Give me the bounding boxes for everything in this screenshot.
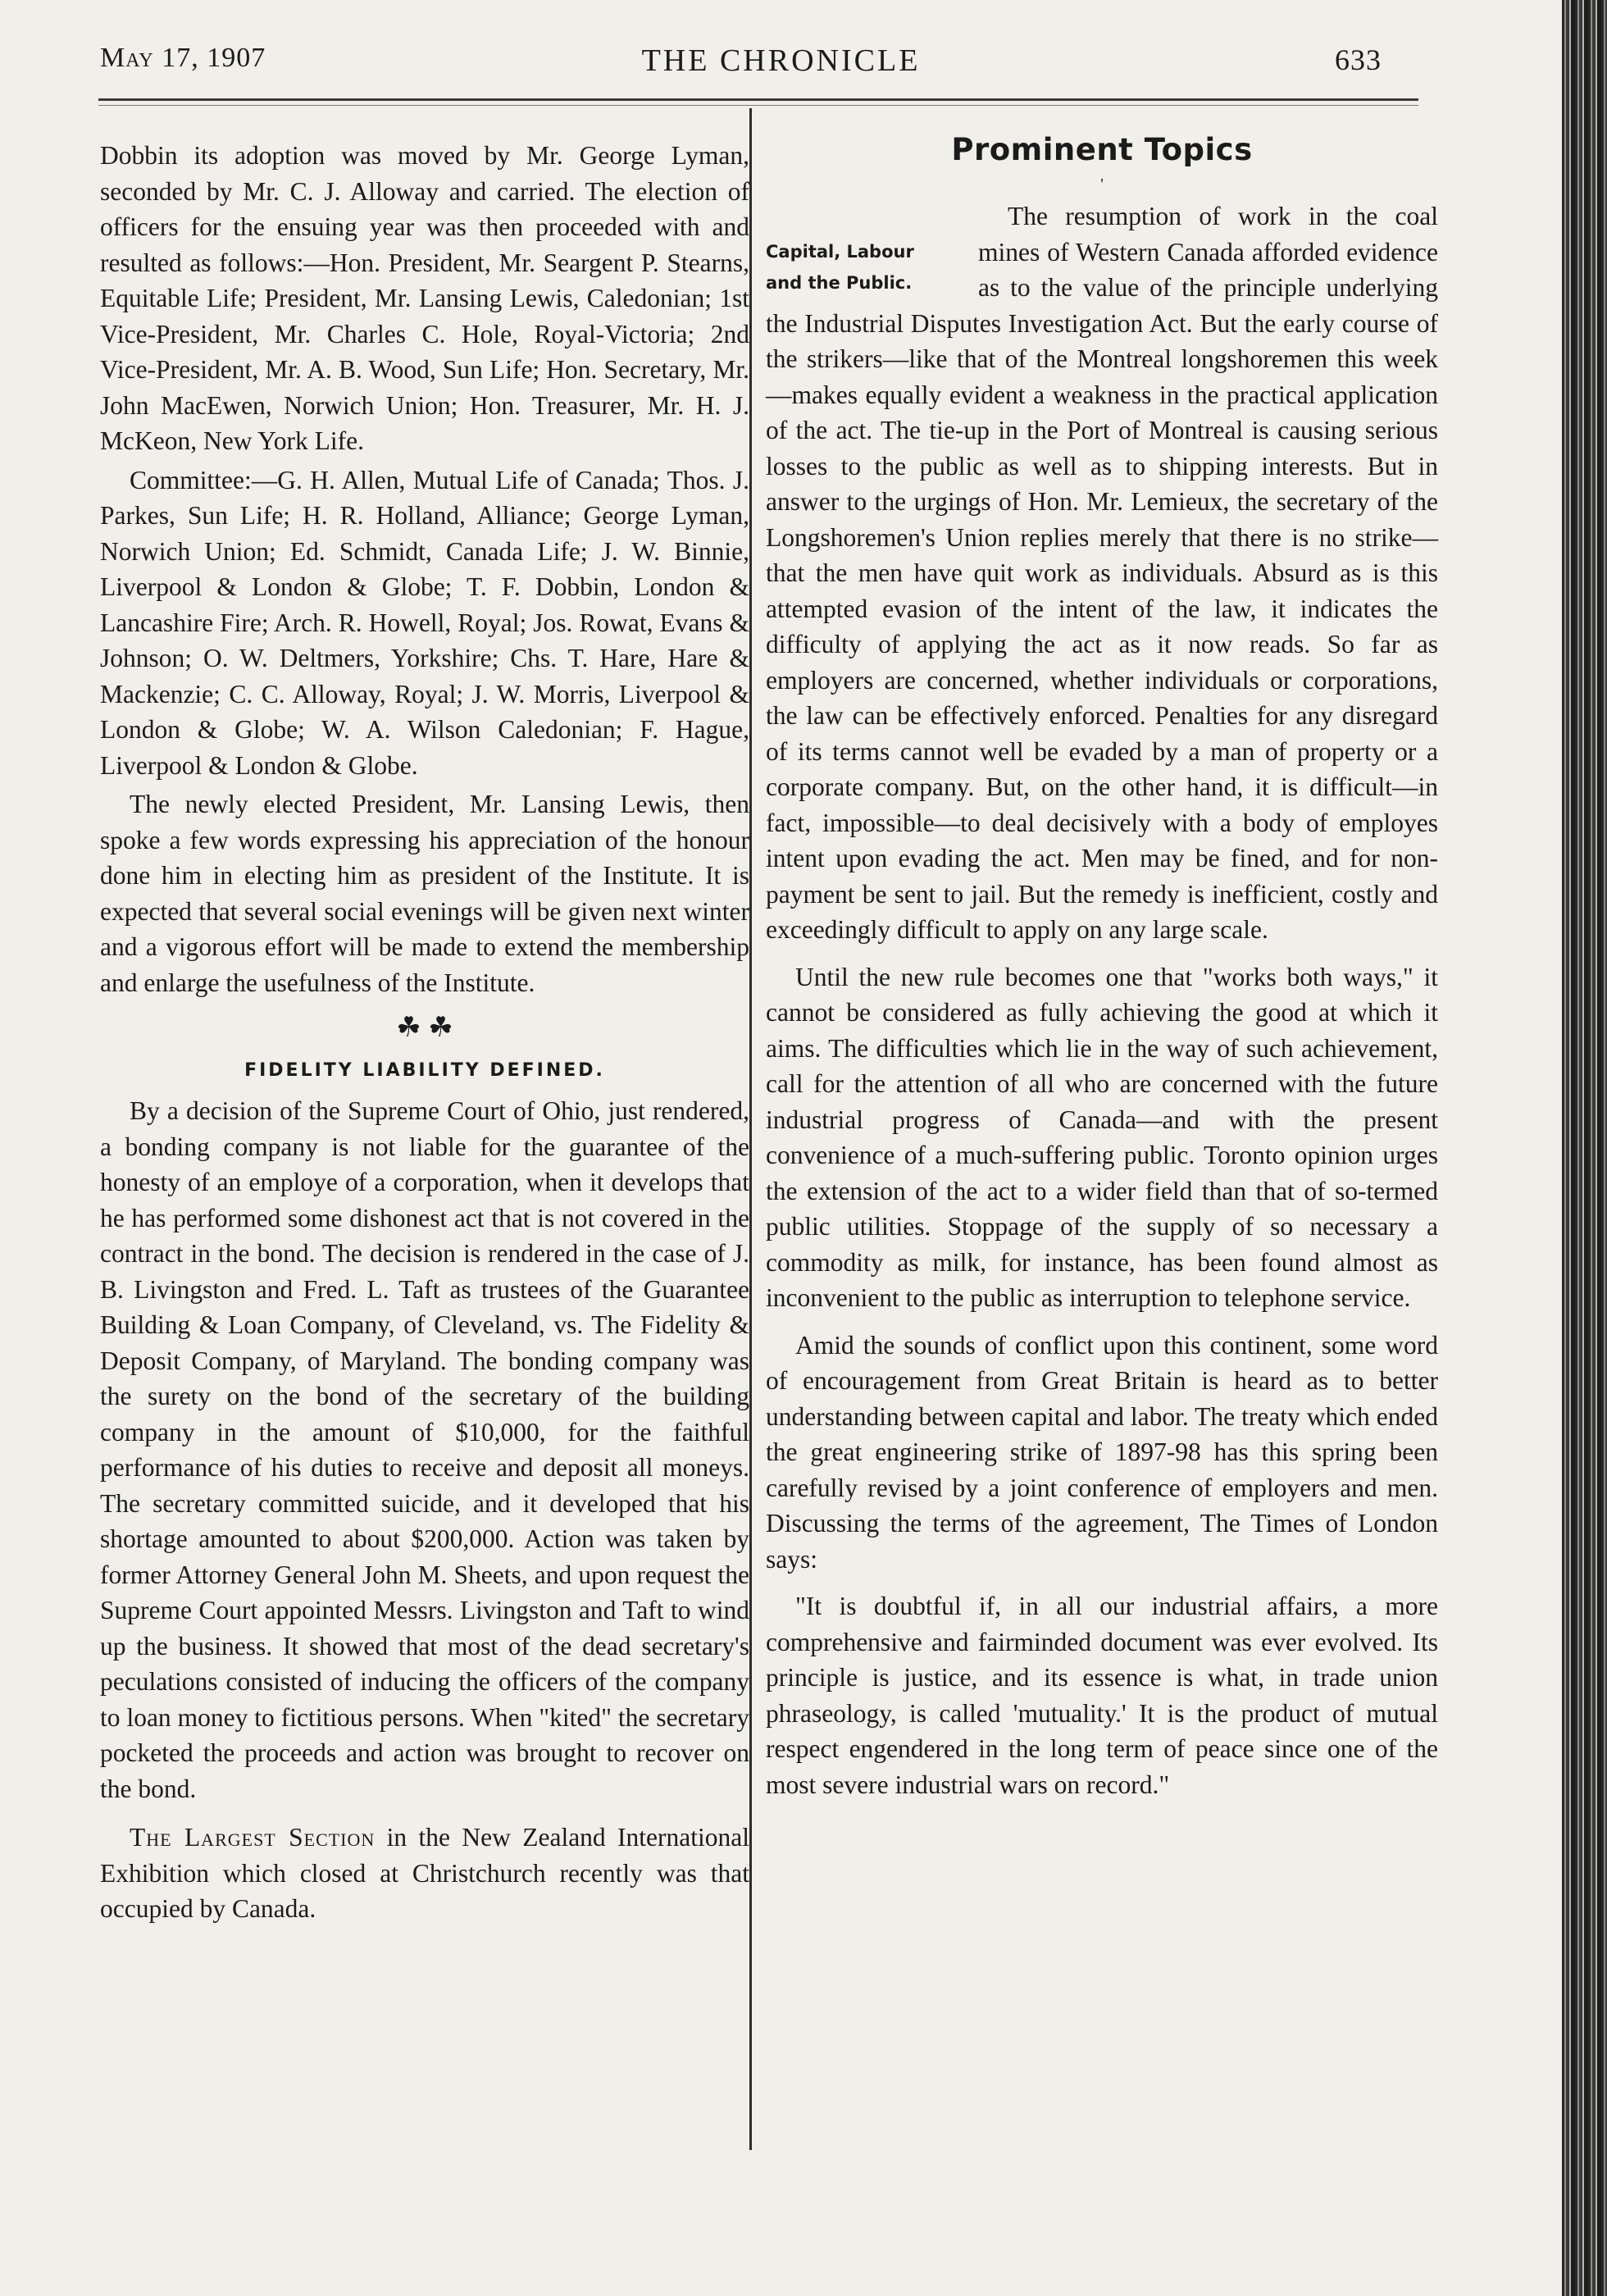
topics-paragraph-2: Until the new rule becomes one that "works both ways," it cannot be considered as fully achieving the good at which it aims. The difficulties which lie in the way of such achievement, call for the attention of all who are concerned with the future industrial progress of Canada—and with the present convenience of a much-suffering public. Toronto opinion urges the extension of the act to a wider field than that of so-termed public utilities. Stoppage of the supply of so necessary a commodity as milk, for instance, has been found almost as inconvenient to the public as interruption to telephone service. [766, 962, 1438, 1312]
fidelity-article-paragraph: By a decision of the Supreme Court of Ohio, just rendered, a bonding company is not liable for the guarantee of the honesty of an employe of a corporation, when it develops that he has performed some dishonest act that is not covered in the contract in the bond. The decision is rendered in the case of J. B. Livingston and Fred. L. Taft as trustees of the Guarantee Building & Loan Company, of Cleveland, vs. The Fidelity & Deposit Company, of Maryland. The bonding company was the surety on the bond of the secretary of the building company in the amount of $10,000, for the faithful performance of his duties to receive and deposit all moneys. The secretary committed suicide, and it developed that his shortage amounted to about $200,000. Action was taken by former Attorney General John M. Sheets, and upon request the Supreme Court appointed Messrs. Livingston and Taft to wind up the business. It showed that most of the dead secretary's peculations consisted of inducing the officers of the company to loan money to fictitious persons. When "kited" the secretary pocketed the proceeds and action was brought to recover on the bond. [100, 1096, 749, 1803]
exhibition-paragraph [100, 1820, 749, 1927]
section-title: Prominent Topics [951, 132, 1253, 167]
title-tick-mark: ' [1100, 175, 1104, 194]
exhibition-text: in the New Zealand International Exhibition which closed at Christchurch recently was that occupied by Canada. [100, 1823, 749, 1923]
topics-paragraph-3: Amid the sounds of conflict upon this continent, some word of encouragement from Great Britain is heard as to better understanding between capital and labor. The treaty which ended the great engineering strike of 1897-98 has this spring been carefully revised by a joint conference of employers and men. Discussing the terms of the agreement, The Times of London says: [766, 1330, 1438, 1574]
page-number: 633 [1335, 43, 1382, 76]
header-rule-thin [98, 105, 1418, 106]
president-remarks-paragraph: The newly elected President, Mr. Lansing Lewis, then spoke a few words expressing his appreciation of the honour done him in electing him as president of the Institute. It is expected that several social evenings will be given next winter and a vigorous effort will be made to extend the membership and enlarge the usefulness of the Institute. [100, 790, 749, 997]
page-binding-edge [1562, 0, 1607, 2296]
sidenote-line-1: Capital, Labour [766, 242, 914, 262]
committee-paragraph: Committee:—G. H. Allen, Mutual Life of Canada; Thos. J. Parkes, Sun Life; H. R. Holland, Alliance; George Lyman, Norwich Union; Ed. Schmidt, Canada Life; J. W. Binnie, Liverpool & London & Globe; T. F. Dobbin, London & Lancashire Fire; Arch. R. Howell, Royal; Jos. Rowat, Evans & Johnson; O. W. Deltmers, Yorkshire; Chs. T. Hare, Hare & Mackenzie; C. C. Alloway, Royal; J. W. Morris, Liverpool & London & Globe; W. A. Wilson Caledonian; F. Hague, Liverpool & London & Globe. [100, 465, 749, 780]
column-divider [749, 108, 752, 2150]
section-ornament: ☘ ☘ [396, 1013, 453, 1043]
header-rule [98, 98, 1418, 101]
right-column [766, 128, 1438, 1802]
left-column [100, 138, 749, 1927]
exhibition-lead: The Largest Section [130, 1823, 376, 1852]
topics-paragraph-1: The resumption of work in the coal mines of Western Canada afforded evidence as to the value of the principle underlying the Industrial Disputes Investigation Act. But the early course of the strikers—like that of the Montreal longshoremen this week—makes equally evident a weakness in the practical application of the act. The tie-up in the Port of Montreal is causing serious losses to the public as well as to shipping interests. But in answer to the urgings of Hon. Mr. Lemieux, the secretary of the Longshoremen's Union replies merely that there is no strike—that the men have quit work as individuals. Absurd as is this attempted evasion of the intent of the law, it indicates the difficulty of applying the act as it now reads. So far as employers are concerned, whether individuals or corporations, the law can be effectively enforced. Penalties for any disregard of its terms cannot well be evaded by a man of property or a corporate company. But, on the other hand, it is difficult—in fact, impossible—to deal decisively with a body of employes intent upon evading the act. Men may be fined, and for non-payment be sent to jail. But the remedy is inefficient, costly and exceedingly difficult to apply on any large scale. [766, 202, 1438, 944]
publication-title: THE CHRONICLE [641, 43, 921, 78]
officers-paragraph: Dobbin its adoption was moved by Mr. George Lyman, seconded by Mr. C. J. Alloway and carried. The election of officers for the ensuing year was then proceeded with and resulted as follows:—Hon. President, Mr. Seargent P. Stearns, Equitable Life; President, Mr. Lansing Lewis, Caledonian; 1st Vice-President, Mr. Charles C. Hole, Royal-Victoria; 2nd Vice-President, Mr. A. B. Wood, Sun Life; Hon. Secretary, Mr. John MacEwen, Norwich Union; Hon. Treasurer, Mr. H. J. McKeon, New York Life. [100, 141, 749, 455]
times-quote-paragraph: "It is doubtful if, in all our industrial affairs, a more comprehensive and fairminded document was ever evolved. Its principle is justice, and its essence is what, in trade union phraseology, is called 'mutuality.' It is the product of mutual respect engendered in the long term of peace since one of the most severe industrial wars on record." [766, 1592, 1438, 1799]
article-heading: FIDELITY LIABILITY DEFINED. [244, 1059, 605, 1081]
page-date: May 17, 1907 [100, 43, 266, 73]
topic-sidenote [766, 236, 967, 298]
sidenote-line-2: and the Public. [766, 273, 913, 293]
